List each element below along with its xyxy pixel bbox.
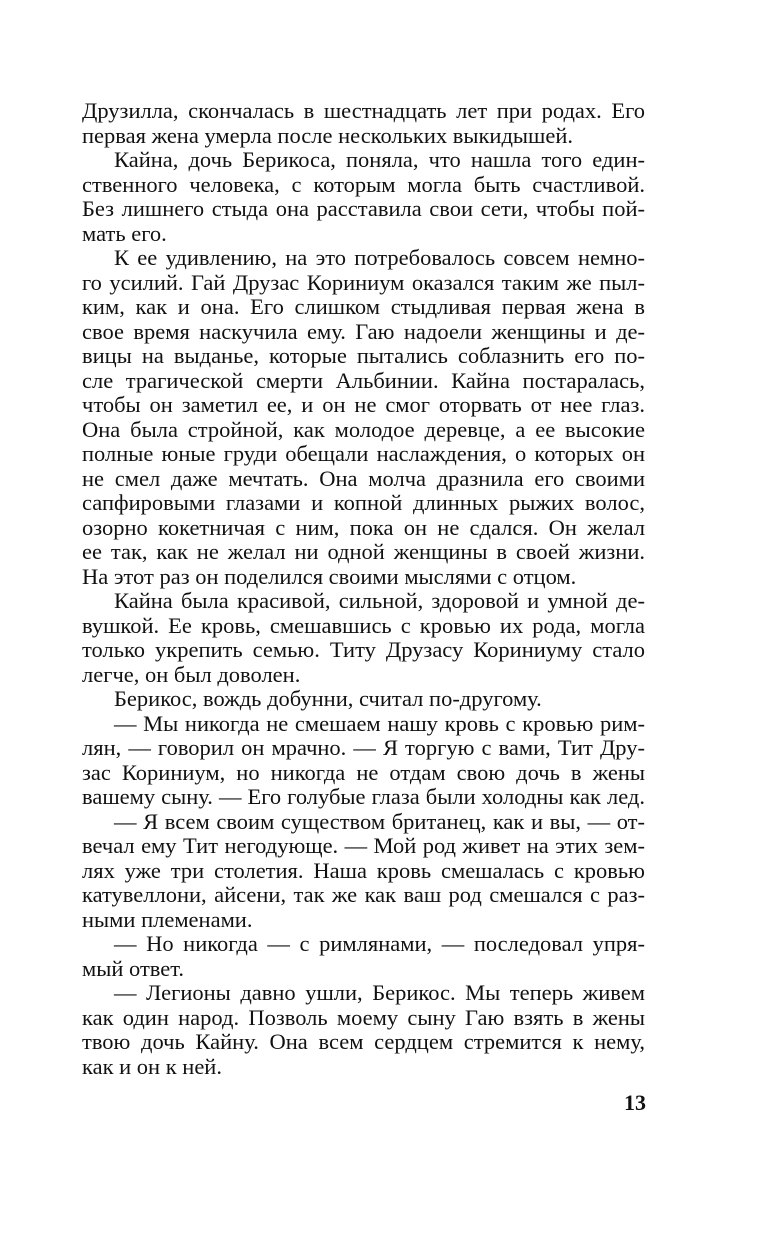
text-line: го усилий. Гай Друзас Кориниум оказался таким же пыл-	[82, 269, 645, 295]
text-line: первая жена умерла после нескольких выкидышей.	[82, 122, 574, 148]
text-line: вушкой. Ее кровь, смешавшись с кровью их рода, могла	[82, 612, 645, 638]
text-line: мый ответ.	[82, 955, 185, 981]
text-line: ственного человека, с которым могла быть счастливой.	[82, 171, 645, 197]
text-line: ными племенами.	[82, 906, 253, 932]
text-line: сле трагической смерти Альбинии. Кайна постаралась,	[82, 367, 645, 393]
text-line: свое время наскучила ему. Гаю надоели женщины и де-	[82, 318, 645, 344]
text-line: ким, как и она. Его слишком стыдливая первая жена в	[82, 294, 645, 319]
text-line: озорно кокетничая с ним, пока он не сдался. Он желал	[82, 514, 645, 540]
text-line: К ее удивлению, на это потребовалось совсем немно-	[114, 245, 645, 270]
text-line: полные юные груди обещали наслаждения, о которых он	[82, 441, 645, 466]
text-line: На этот раз он поделился своими мыслями с отцом.	[82, 563, 577, 589]
text-line: Берикос, вождь добунни, считал по-другому.	[114, 686, 542, 711]
text-line: Друзилла, скончалась в шестнадцать лет при родах. Его	[82, 98, 645, 123]
text-line: вашему сыну. — Его голубые глаза были холодны как лед.	[82, 784, 645, 809]
text-line: лян, — говорил он мрачно. — Я торгую с вами, Тит Дру-	[82, 735, 645, 760]
text-line: ее так, как не желал ни одной женщины в своей жизни.	[82, 539, 645, 564]
text-line: зас Кориниум, но никогда не отдам свою дочь в жены	[82, 759, 645, 785]
text-line: сапфировыми глазами и копной длинных рыжих волос,	[82, 490, 645, 515]
text-line: вечал ему Тит негодующе. — Мой род живет на этих зем-	[82, 833, 645, 858]
text-line: чтобы он заметил ее, и он не смог оторвать от нее глаз.	[82, 392, 645, 417]
text-line: не смел даже мечтать. Она молча дразнила его своими	[82, 465, 645, 491]
text-line: — Я всем своим существом британец, как и вы, — от-	[114, 808, 645, 834]
text-line: — Мы никогда не смешаем нашу кровь с кровью рим-	[114, 710, 645, 736]
body-text	[82, 99, 645, 1079]
text-line: Кайна, дочь Берикоса, поняла, что нашла того един-	[114, 147, 645, 172]
text-line: — Легионы давно ушли, Берикос. Мы теперь живем	[114, 980, 645, 1005]
text-line: только укрепить семью. Титу Друзасу Кориниуму стало	[82, 637, 645, 662]
text-line: Без лишнего стыда она расставила свои сети, чтобы пой-	[82, 196, 645, 221]
text-line: мать его.	[82, 220, 167, 246]
text-line: как один народ. Позволь моему сыну Гаю взять в жены	[82, 1004, 645, 1030]
text-line: катувеллони, айсени, так же как ваш род смешался с раз-	[82, 882, 645, 907]
text-line: Она была стройной, как молодое деревце, а ее высокие	[82, 416, 645, 442]
text-line: лях уже три столетия. Наша кровь смешалась с кровью	[82, 857, 645, 883]
text-line: как и он к ней.	[82, 1053, 222, 1079]
text-line: — Но никогда — с римлянами, — последовал упря-	[114, 931, 645, 956]
text-line: Кайна была красивой, сильной, здоровой и умной де-	[114, 588, 645, 613]
text-line: твою дочь Кайну. Она всем сердцем стремится к нему,	[82, 1029, 645, 1054]
text-line: легче, он был доволен.	[82, 661, 301, 687]
text-line: вицы на выданье, которые пытались соблазнить его по-	[82, 343, 645, 368]
page-number: 13	[624, 1090, 646, 1115]
